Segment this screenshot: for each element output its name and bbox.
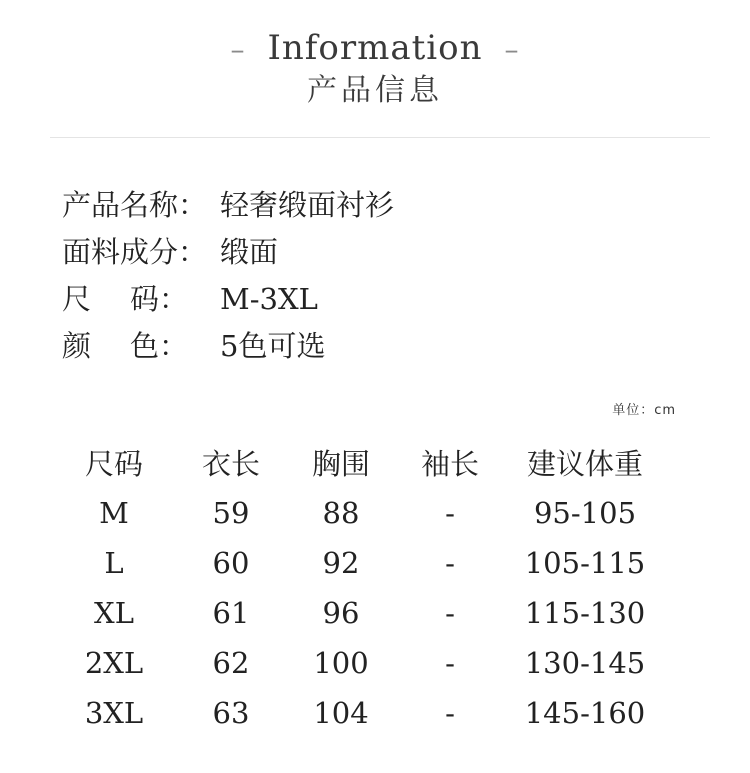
table-cell: - xyxy=(445,696,455,730)
table-cell: 60 xyxy=(212,546,250,580)
table-cell: 130-145 xyxy=(524,646,646,680)
info-value: 5色可选 xyxy=(220,329,326,363)
header-title-en-line xyxy=(0,26,750,70)
column-header: 袖长 xyxy=(420,447,479,481)
table-cell: M xyxy=(99,496,129,530)
table-cell: - xyxy=(445,646,455,680)
table-cell: 63 xyxy=(212,696,250,730)
table-cell: - xyxy=(445,496,455,530)
page-header xyxy=(0,26,750,112)
table-cell: 59 xyxy=(212,496,250,530)
info-row-fabric xyxy=(62,229,702,276)
info-label-part: 码： xyxy=(129,282,188,316)
header-dash-right: – xyxy=(504,33,520,66)
table-cell: - xyxy=(445,596,455,630)
info-label: 面料成分： xyxy=(62,235,208,269)
table-cell: 115-130 xyxy=(524,596,646,630)
info-label xyxy=(62,276,188,323)
table-row xyxy=(58,488,660,538)
table-row xyxy=(58,538,660,588)
table-cell: - xyxy=(445,546,455,580)
info-value: M-3XL xyxy=(220,282,318,316)
info-value: 轻奢缎面衬衫 xyxy=(220,188,395,222)
table-cell: 100 xyxy=(313,646,369,680)
column-header: 建议体重 xyxy=(526,447,643,481)
table-cell: 105-115 xyxy=(524,546,646,580)
column-header: 衣长 xyxy=(201,447,260,481)
table-cell: 88 xyxy=(322,496,360,530)
table-row xyxy=(58,588,660,638)
unit-note: 单位：cm xyxy=(612,403,676,418)
header-title-cn: 产品信息 xyxy=(307,73,443,108)
table-cell: 61 xyxy=(212,596,250,630)
column-header: 胸围 xyxy=(311,447,370,481)
info-row-product-name xyxy=(62,182,702,229)
table-cell: 104 xyxy=(313,696,369,730)
info-label xyxy=(62,323,188,370)
table-cell: 96 xyxy=(322,596,360,630)
size-table xyxy=(58,440,660,738)
table-cell: 62 xyxy=(212,646,250,680)
info-row-color xyxy=(62,323,702,370)
table-cell: 2XL xyxy=(84,646,144,680)
info-label: 产品名称： xyxy=(62,188,208,222)
info-row-size xyxy=(62,276,702,323)
info-value: 缎面 xyxy=(220,235,279,269)
info-label-part: 尺 xyxy=(62,282,92,316)
table-row xyxy=(58,688,660,738)
column-header: 尺码 xyxy=(84,447,143,481)
table-row xyxy=(58,638,660,688)
header-title-en: Information xyxy=(267,28,483,68)
header-dash-left: – xyxy=(230,33,246,66)
info-label-part: 色： xyxy=(129,329,188,363)
table-cell: L xyxy=(104,546,124,580)
table-cell: 92 xyxy=(322,546,360,580)
table-cell: 145-160 xyxy=(524,696,646,730)
product-info xyxy=(62,182,702,370)
table-cell: 3XL xyxy=(84,696,144,730)
table-cell: XL xyxy=(94,596,134,630)
info-label-part: 颜 xyxy=(62,329,92,363)
header-divider xyxy=(50,137,710,138)
table-cell: 95-105 xyxy=(533,496,637,530)
table-header-row xyxy=(58,440,660,488)
